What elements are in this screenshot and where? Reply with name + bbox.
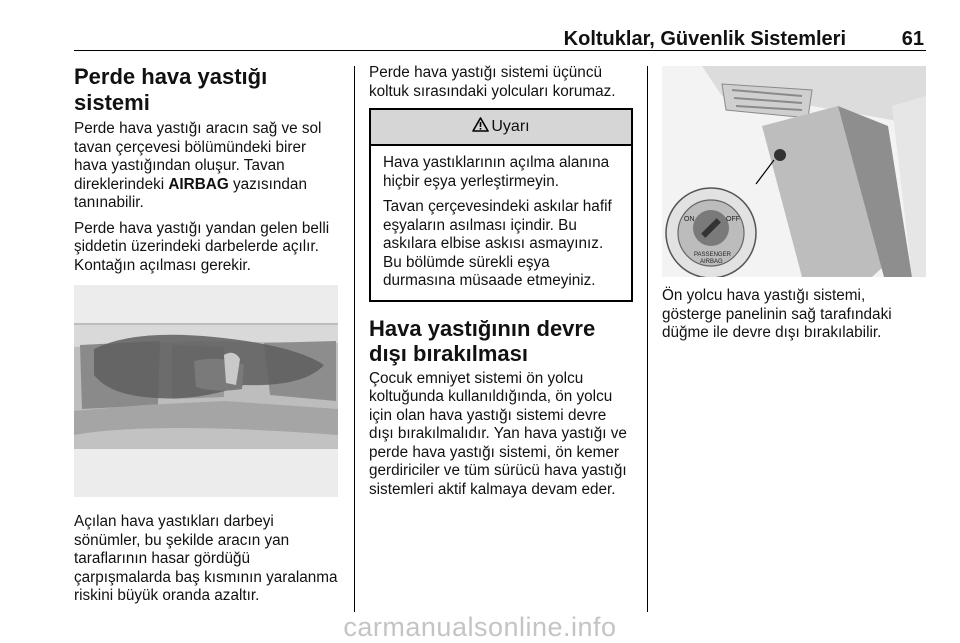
column-divider (354, 66, 355, 612)
paragraph: Açılan hava yastıkları darbeyi sönümler, bu şekilde aracın yan taraflarının hasar gördüğü çarpışmalarda baş kısmının yaralanma riskini büyük oranda azaltır. (74, 513, 338, 604)
header-title: Koltuklar, Güvenlik Sistemleri (563, 28, 846, 50)
warning-text: Tavan çerçevesindeki askılar hafif eşyaların asılması içindir. Bu askılara elbise askısı asmayınız. Bu bölümde sürekli eşya durmasına müsaade etmeyiniz. (383, 198, 612, 289)
warning-text: Hava yastıklarının açılma alanına hiçbir eşya yerleştirmeyin. (383, 154, 610, 190)
column-3 (662, 64, 926, 350)
subsection-heading: Hava yastığının devre dışı bırakılması (369, 315, 596, 366)
warning-box (369, 108, 633, 302)
paragraph: Perde hava yastığı sistemi üçüncü koltuk sırasındaki yolcuları korumaz. (369, 64, 616, 100)
airbag-switch-illustration (662, 66, 926, 277)
paragraph: Perde hava yastığı aracın sağ ve sol tavan çerçevesi bölümündeki birer hava yastığından oluşur. Tavan direklerindeki AIRBAG yazısından tanınabilir. (74, 120, 322, 211)
curtain-airbag-drawing (74, 285, 338, 497)
paragraph: Ön yolcu hava yastığı sistemi, gösterge panelinin sağ tarafındaki düğme ile devre dışı bırakılabilir. (662, 287, 892, 341)
warning-triangle-icon (472, 117, 489, 137)
switch-label-passenger: PASSENGER (694, 252, 731, 258)
page-number: 61 (901, 28, 924, 50)
airbag-label: AIRBAG (168, 175, 229, 193)
section-heading: Perde hava yastığı sistemi (74, 64, 268, 115)
switch-label-airbag: AIRBAG (700, 259, 723, 265)
switch-on-label: ON (684, 216, 695, 223)
switch-off-label: OFF (726, 216, 740, 223)
warning-header (371, 110, 631, 146)
column-2 (369, 64, 633, 506)
column-1 (74, 64, 342, 613)
airbag-switch-drawing (662, 66, 926, 277)
paragraph: Çocuk emniyet sistemi ön yolcu koltuğunda kullanıldığında, ön yolcu için olan hava yastığı sistemi devre dışı bırakılmalıdır. Yan hava yastığı ve perde hava yastığı sistemi, ön kemer gerdiriciler ve tüm sürücü hava yastığı sistemleri aktif kalmaya devam eder. (369, 369, 627, 498)
curtain-airbag-illustration (74, 285, 338, 497)
page-header (74, 24, 926, 51)
watermark: carmanualsonline.info (343, 612, 617, 642)
warning-title: Uyarı (491, 118, 530, 135)
column-divider (647, 66, 648, 612)
warning-body (371, 146, 631, 300)
paragraph: Perde hava yastığı yandan gelen belli şiddetin üzerindeki darbelerde açılır. Kontağın açılması gerekir. (74, 219, 330, 274)
